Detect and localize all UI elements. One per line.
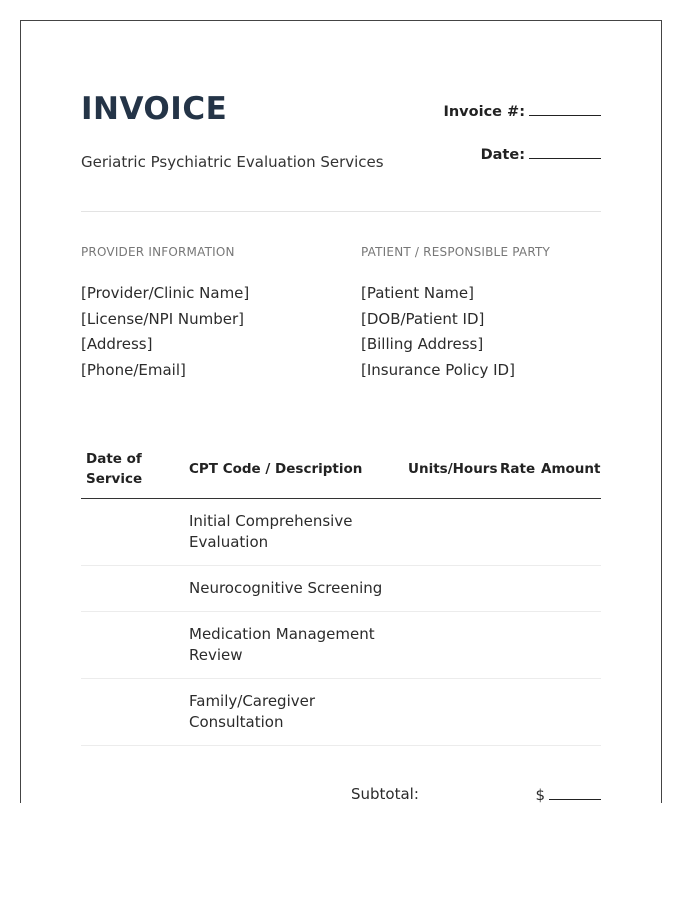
provider-line: [Provider/Clinic Name] [81, 284, 250, 302]
subtotal-blank[interactable] [549, 785, 601, 800]
row-description: Neurocognitive Screening [189, 579, 383, 597]
provider-line: [Phone/Email] [81, 360, 186, 379]
provider-information [81, 245, 341, 383]
patient-line: [Patient Name] [361, 284, 474, 302]
invoice-subtitle: Geriatric Psychiatric Evaluation Services [81, 153, 384, 171]
table-row [81, 499, 601, 566]
patient-line: [Insurance Policy ID] [361, 360, 515, 379]
patient-line: [Billing Address] [361, 335, 484, 353]
provider-heading: PROVIDER INFORMATION [81, 245, 235, 259]
table-row [81, 612, 601, 679]
patient-line: [DOB/Patient ID] [361, 309, 485, 328]
date-field [481, 144, 601, 163]
column-header-rate: Rate [500, 461, 536, 477]
patient-heading: PATIENT / RESPONSIBLE PARTY [361, 245, 551, 259]
column-header-date: Date of Service [86, 451, 143, 487]
services-table-header [81, 449, 601, 499]
invoice-number-field [443, 101, 601, 120]
invoice-number-blank[interactable] [529, 101, 601, 116]
subtotal-value [535, 785, 601, 803]
row-description: Family/Caregiver Consultation [189, 692, 316, 731]
invoice-page [20, 20, 662, 803]
date-label: Date: [480, 147, 525, 163]
patient-information [361, 245, 621, 383]
subtotal-label: Subtotal: [351, 785, 419, 803]
invoice-number-label: Invoice #: [443, 104, 525, 120]
column-header-amount: Amount [541, 461, 601, 477]
table-row [81, 679, 601, 746]
column-header-units: Units/Hours [408, 461, 498, 477]
column-header-description: CPT Code / Description [189, 461, 363, 477]
date-blank[interactable] [529, 144, 601, 159]
header-divider [81, 211, 601, 212]
invoice-title: INVOICE [81, 91, 228, 127]
provider-line: [License/NPI Number] [81, 309, 245, 328]
provider-line: [Address] [81, 335, 153, 353]
row-description: Medication Management Review [189, 625, 375, 664]
table-row [81, 566, 601, 612]
currency-symbol: $ [535, 786, 545, 803]
row-description: Initial Comprehensive Evaluation [189, 512, 353, 551]
